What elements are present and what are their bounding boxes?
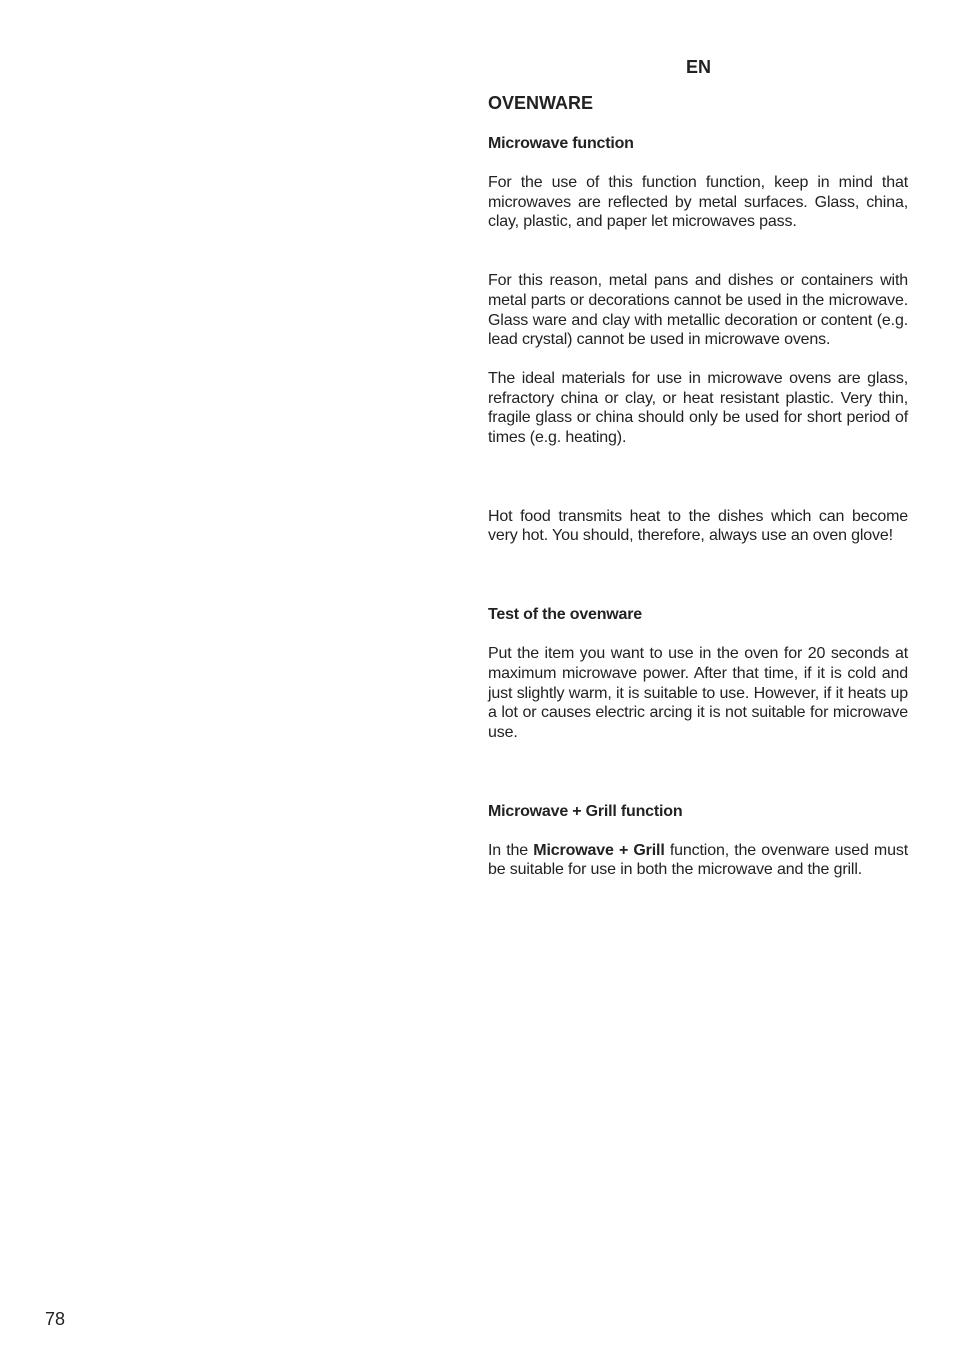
section-title: OVENWARE xyxy=(488,93,594,113)
grill-function-heading: Microwave + Grill function xyxy=(488,802,683,820)
microwave-paragraph-2: For this reason, metal pans and dishes or containers with metal parts or decorations cannot be used in the microwave. Glass ware and clay with metallic decoration or content (e.g. lead crystal) cannot be used in microwave ovens. xyxy=(488,272,908,349)
microwave-paragraph-4: Hot food transmits heat to the dishes which can become very hot. You should, therefore, always use an oven glove! xyxy=(488,507,908,545)
language-code: EN xyxy=(686,57,712,77)
microwave-paragraph-1: For the use of this function function, keep in mind that microwaves are reflected by metal surfaces. Glass, china, clay, plastic, and paper let microwaves pass. xyxy=(488,174,908,231)
test-ovenware-heading: Test of the ovenware xyxy=(488,606,642,624)
microwave-function-heading: Microwave function xyxy=(488,135,634,152)
grill-paragraph xyxy=(488,841,908,880)
grill-paragraph-emphasis: Microwave + Grill xyxy=(533,841,665,859)
ovenware-section xyxy=(488,93,908,880)
test-paragraph: Put the item you want to use in the oven for 20 seconds at maximum microwave power. After that time, if it is cold and just slightly warm, it is suitable to use. However, if it heats up a lot or causes electric arcing it is not suitable for microwave use. xyxy=(488,645,908,741)
page-number: 78 xyxy=(45,1309,66,1329)
grill-paragraph-intro: In the xyxy=(488,841,534,859)
grill-paragraph-rest: function, the ovenware used must be suitable for use in both the microwave and the grill. xyxy=(488,841,908,879)
microwave-paragraph-3: The ideal materials for use in microwave ovens are glass, refractory china or clay, or heat resistant plastic. Very thin, fragile glass or china should only be used for short period of times (e.g. heating). xyxy=(488,369,908,447)
